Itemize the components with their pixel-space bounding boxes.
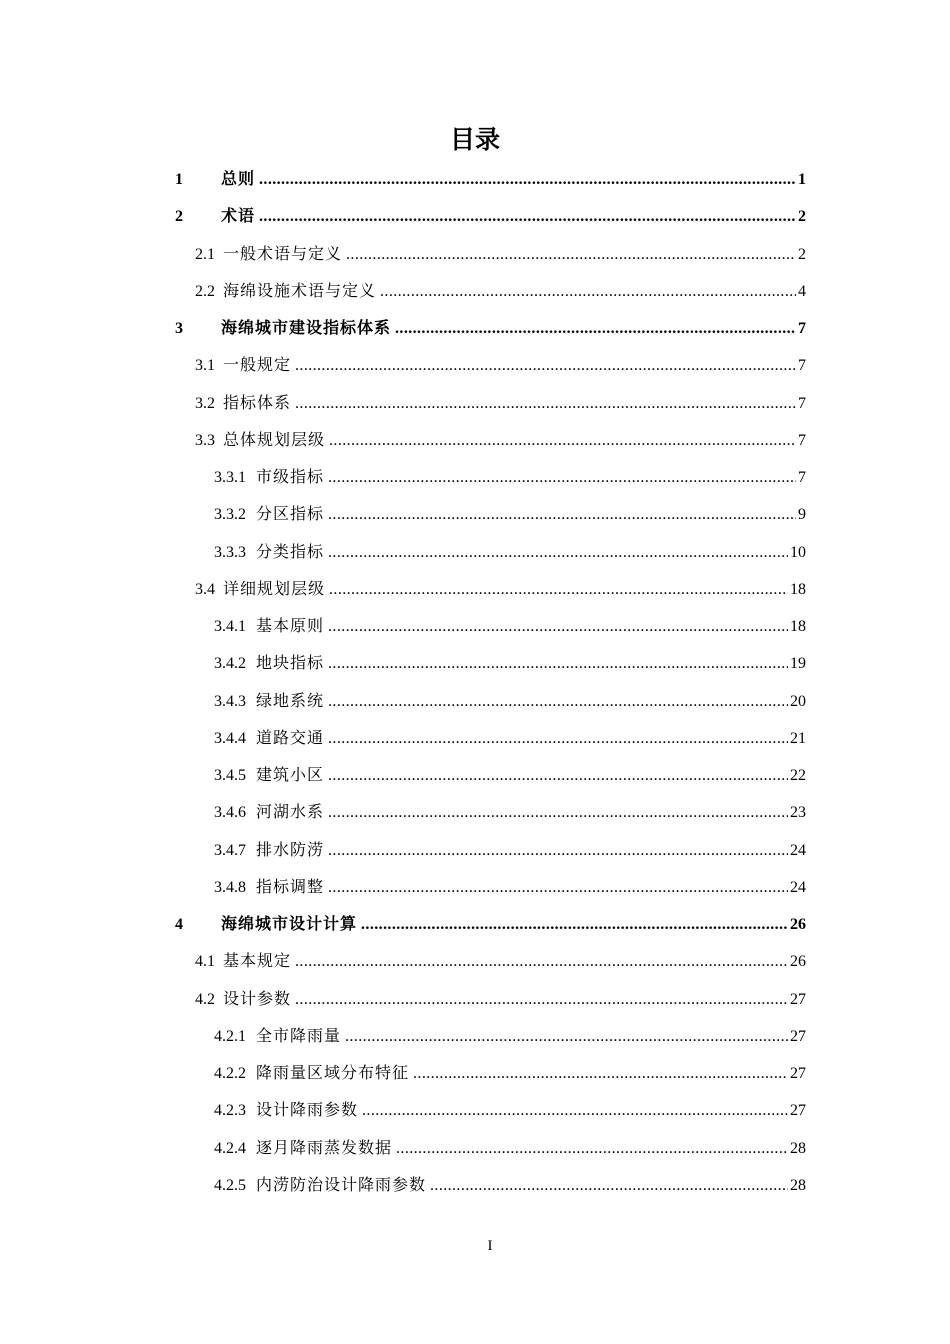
toc-entry[interactable] bbox=[175, 793, 806, 830]
toc-entry-label: 总体规划层级 bbox=[223, 429, 326, 449]
toc-entry-label: 内涝防治设计降雨参数 bbox=[256, 1174, 427, 1194]
toc-entry-label: 一般规定 bbox=[223, 355, 292, 375]
dot-leader bbox=[430, 1167, 788, 1204]
toc-entry-label: 排水防涝 bbox=[256, 839, 325, 859]
toc-entry[interactable] bbox=[175, 235, 806, 272]
table-of-contents bbox=[175, 160, 806, 1203]
toc-entry-label: 海绵城市设计计算 bbox=[221, 914, 358, 933]
toc-entry-label: 分类指标 bbox=[256, 541, 325, 561]
dot-leader bbox=[295, 943, 788, 980]
toc-entry-label: 指标体系 bbox=[223, 392, 292, 412]
toc-entry[interactable] bbox=[175, 644, 806, 681]
toc-entry[interactable] bbox=[175, 719, 806, 756]
toc-entry-number: 3.4.7 bbox=[214, 841, 246, 859]
toc-entry-number: 2.2 bbox=[195, 282, 215, 300]
toc-entry-label: 绿地系统 bbox=[256, 690, 325, 710]
dot-leader bbox=[346, 236, 796, 273]
toc-entry-label: 海绵设施术语与定义 bbox=[223, 280, 377, 300]
toc-entry-label: 基本规定 bbox=[223, 951, 292, 971]
dot-leader bbox=[328, 794, 788, 831]
toc-entry[interactable] bbox=[175, 756, 806, 793]
dot-leader bbox=[328, 459, 796, 496]
toc-entry[interactable] bbox=[175, 346, 806, 383]
toc-entry[interactable] bbox=[175, 533, 806, 570]
toc-entry-page: 18 bbox=[790, 580, 806, 598]
toc-entry[interactable] bbox=[175, 1129, 806, 1166]
toc-entry[interactable] bbox=[175, 905, 806, 942]
toc-entry-number: 4.2 bbox=[195, 990, 215, 1008]
dot-leader bbox=[413, 1055, 788, 1092]
toc-entry-number: 4.2.2 bbox=[214, 1065, 246, 1082]
toc-entry-page: 18 bbox=[790, 618, 806, 635]
toc-entry-page: 20 bbox=[790, 692, 806, 710]
dot-leader bbox=[395, 310, 796, 347]
toc-entry-page: 23 bbox=[790, 804, 806, 822]
toc-entry-label: 海绵城市建设指标体系 bbox=[221, 318, 392, 337]
toc-entry-number: 3.3.2 bbox=[214, 506, 246, 524]
toc-entry-page: 10 bbox=[790, 543, 806, 561]
dot-leader bbox=[361, 906, 788, 943]
toc-entry[interactable] bbox=[175, 607, 806, 644]
toc-entry[interactable] bbox=[175, 1091, 806, 1128]
dot-leader bbox=[295, 385, 796, 422]
toc-entry-label: 河湖水系 bbox=[256, 802, 325, 822]
toc-entry[interactable] bbox=[175, 309, 806, 346]
toc-entry-label: 建筑小区 bbox=[256, 765, 325, 784]
toc-entry[interactable] bbox=[175, 458, 806, 495]
dot-leader bbox=[328, 720, 788, 757]
dot-leader bbox=[328, 757, 788, 794]
toc-entry-number: 3.4.1 bbox=[214, 618, 246, 635]
toc-entry-number: 4.2.3 bbox=[214, 1102, 246, 1120]
toc-entry-page: 28 bbox=[790, 1176, 806, 1194]
toc-entry[interactable] bbox=[175, 682, 806, 719]
toc-entry-page: 2 bbox=[798, 245, 806, 263]
toc-entry-number: 3 bbox=[175, 320, 183, 337]
toc-entry-number: 3.4.5 bbox=[214, 767, 246, 784]
toc-entry-label: 逐月降雨蒸发数据 bbox=[256, 1137, 393, 1157]
dot-leader bbox=[328, 608, 788, 645]
toc-entry[interactable] bbox=[175, 1166, 806, 1203]
toc-entry-label: 地块指标 bbox=[256, 653, 325, 673]
toc-entry-page: 4 bbox=[798, 282, 806, 300]
toc-entry-number: 3.3 bbox=[195, 431, 215, 449]
toc-entry-label: 道路交通 bbox=[256, 727, 325, 747]
dot-leader bbox=[259, 198, 796, 235]
toc-entry-page: 7 bbox=[798, 469, 806, 486]
toc-entry-page: 2 bbox=[798, 208, 806, 226]
dot-leader bbox=[345, 1018, 788, 1055]
toc-entry-page: 27 bbox=[790, 1065, 806, 1082]
toc-entry-page: 7 bbox=[798, 357, 806, 375]
toc-entry[interactable] bbox=[175, 1054, 806, 1091]
toc-entry-label: 全市降雨量 bbox=[256, 1025, 342, 1045]
toc-entry-page: 27 bbox=[790, 1027, 806, 1045]
toc-entry-number: 4.2.5 bbox=[214, 1176, 246, 1194]
toc-entry-page: 22 bbox=[790, 767, 806, 784]
toc-entry[interactable] bbox=[175, 1017, 806, 1054]
toc-entry-page: 7 bbox=[798, 320, 806, 337]
toc-entry[interactable] bbox=[175, 868, 806, 905]
toc-entry[interactable] bbox=[175, 384, 806, 421]
toc-entry[interactable] bbox=[175, 831, 806, 868]
dot-leader bbox=[295, 981, 788, 1018]
toc-entry-number: 2 bbox=[175, 208, 183, 226]
page-title: 目录 bbox=[449, 125, 500, 154]
dot-leader bbox=[328, 869, 788, 906]
toc-entry[interactable] bbox=[175, 272, 806, 309]
toc-entry-page: 28 bbox=[790, 1139, 806, 1157]
toc-entry-number: 3.1 bbox=[195, 357, 215, 375]
dot-leader bbox=[328, 683, 788, 720]
toc-entry-number: 4 bbox=[175, 916, 183, 933]
toc-entry-number: 4.1 bbox=[195, 953, 215, 971]
toc-entry-label: 一般术语与定义 bbox=[223, 243, 343, 263]
toc-entry-number: 3.4 bbox=[195, 580, 215, 598]
dot-leader bbox=[380, 273, 796, 310]
toc-entry[interactable] bbox=[175, 197, 806, 234]
dot-leader bbox=[328, 534, 788, 571]
toc-entry-page: 9 bbox=[798, 506, 806, 524]
toc-entry-page: 26 bbox=[790, 953, 806, 971]
dot-leader bbox=[328, 496, 796, 533]
toc-entry-number: 3.4.6 bbox=[214, 804, 246, 822]
toc-entry-label: 术语 bbox=[221, 206, 256, 226]
toc-entry-page: 21 bbox=[790, 729, 806, 747]
toc-entry-label: 详细规划层级 bbox=[223, 578, 326, 598]
toc-entry-number: 3.3.3 bbox=[214, 543, 246, 561]
toc-entry-page: 27 bbox=[790, 990, 806, 1008]
toc-entry-number: 2.1 bbox=[195, 245, 215, 263]
dot-leader bbox=[259, 161, 796, 198]
toc-entry[interactable] bbox=[175, 160, 806, 197]
dot-leader bbox=[362, 1092, 788, 1129]
toc-entry-number: 3.4.4 bbox=[214, 729, 246, 747]
toc-entry[interactable] bbox=[175, 942, 806, 979]
toc-entry-label: 指标调整 bbox=[256, 876, 325, 896]
dot-leader bbox=[295, 347, 796, 384]
toc-entry[interactable] bbox=[175, 570, 806, 607]
toc-entry-label: 设计降雨参数 bbox=[256, 1100, 359, 1120]
toc-entry-page: 7 bbox=[798, 431, 806, 449]
dot-leader bbox=[328, 832, 788, 869]
dot-leader bbox=[329, 571, 788, 608]
toc-entry-label: 基本原则 bbox=[256, 616, 325, 635]
toc-entry-page: 1 bbox=[798, 171, 806, 188]
toc-entry-number: 4.2.4 bbox=[214, 1139, 246, 1157]
toc-entry-page: 24 bbox=[790, 878, 806, 896]
toc-entry-page: 27 bbox=[790, 1102, 806, 1120]
page-number-footer: I bbox=[487, 1238, 493, 1254]
dot-leader bbox=[328, 645, 788, 682]
toc-entry-label: 分区指标 bbox=[256, 504, 325, 524]
toc-entry-number: 3.4.3 bbox=[214, 692, 246, 710]
toc-entry-number: 3.4.8 bbox=[214, 878, 246, 896]
toc-entry[interactable] bbox=[175, 421, 806, 458]
toc-entry[interactable] bbox=[175, 980, 806, 1017]
dot-leader bbox=[396, 1130, 788, 1167]
dot-leader bbox=[329, 422, 796, 459]
toc-entry-number: 1 bbox=[175, 171, 183, 188]
toc-entry-page: 19 bbox=[790, 655, 806, 673]
toc-entry-page: 26 bbox=[790, 916, 806, 933]
toc-entry-number: 4.2.1 bbox=[214, 1027, 246, 1045]
toc-entry-label: 市级指标 bbox=[256, 467, 325, 486]
toc-entry-page: 24 bbox=[790, 841, 806, 859]
toc-entry-number: 3.2 bbox=[195, 394, 215, 412]
toc-entry[interactable] bbox=[175, 495, 806, 532]
toc-entry-number: 3.3.1 bbox=[214, 469, 246, 486]
toc-entry-number: 3.4.2 bbox=[214, 655, 246, 673]
toc-entry-label: 降雨量区域分布特征 bbox=[256, 1063, 410, 1082]
toc-entry-page: 7 bbox=[798, 394, 806, 412]
toc-entry-label: 总则 bbox=[221, 169, 256, 188]
toc-entry-label: 设计参数 bbox=[223, 988, 292, 1008]
